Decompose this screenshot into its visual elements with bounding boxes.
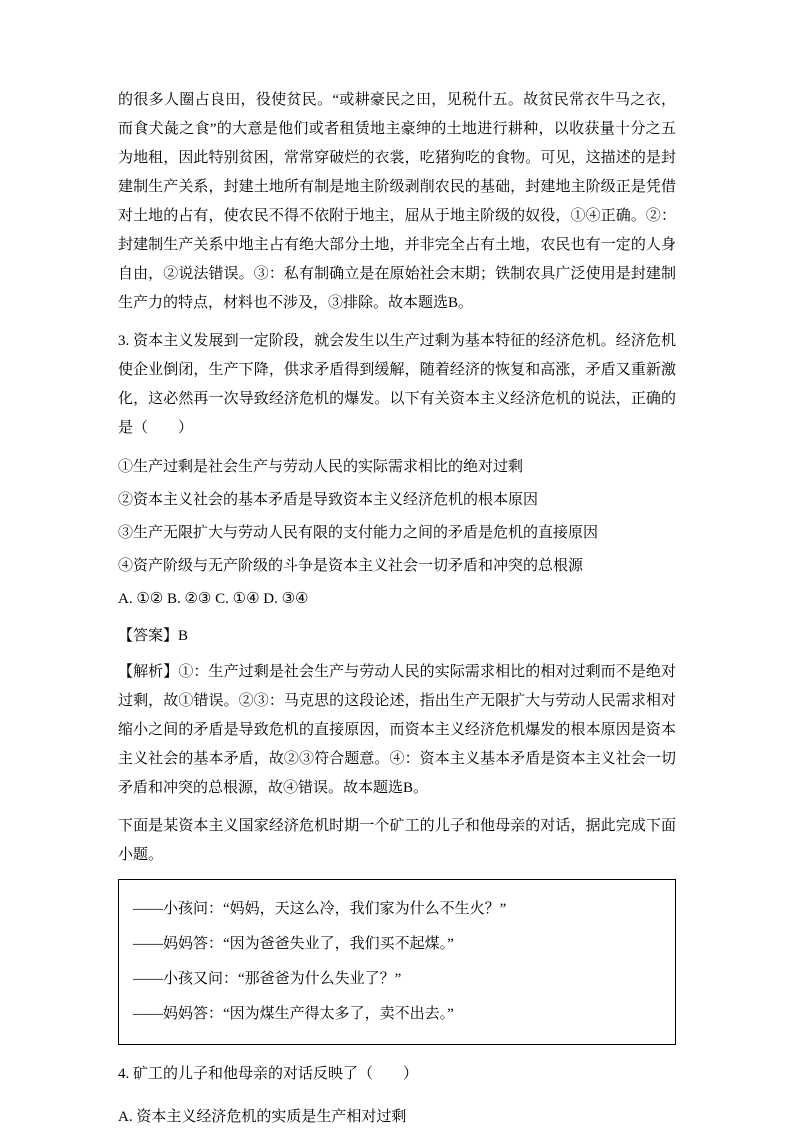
analysis-continued-paragraph: 的很多人圈占良田，役使贫民。“或耕豪民之田，见税什五。故贫民常衣牛马之衣，而食犬彘之食”的大意是他们或者租赁地主豪绅的土地进行耕种，以收获量十分之五为地租，因此特别贫困，常常穿破烂的衣裳，吃猪狗吃的食物。可见，这描述的是封建制生产关系，封建土地所有制是地主阶级剥削农民的基础，封建地主阶级正是凭借对土地的占有，使农民不得不依附于地主，屈从于地主阶级的奴役，①④正确。②：封建制生产关系中地主占有绝大部分土地，并非完全占有土地，农民也有一定的人身自由，②说法错误。③：私有制确立是在原始社会末期；铁制农具广泛使用是封建制生产力的特点，材料也不涉及，③排除。故本题选B。 <box>118 92 676 311</box>
question-3-answer: 【答案】B <box>118 628 189 644</box>
question-3-option-1: ①生产过剩是社会生产与劳动人民的实际需求相比的绝对过剩 <box>118 459 524 475</box>
question-4-option-a: A. 资本主义经济危机的实质是生产相对过剩 <box>118 1109 407 1125</box>
question-3-option-4: ④资产阶级与无产阶级的斗争是资本主义社会一切矛盾和冲突的总根源 <box>118 558 584 574</box>
dialog-line-4: ——妈妈答：“因为煤生产得太多了，卖不出去。” <box>133 1006 454 1022</box>
dialog-line-3: ——小孩又问：“那爸爸为什么失业了？” <box>133 971 402 987</box>
dialog-line-1: ——小孩问：“妈妈，天这么冷，我们家为什么不生火？” <box>133 901 507 917</box>
dialog-line-2: ——妈妈答：“因为爸爸失业了，我们买不起煤。” <box>133 936 454 952</box>
question-3-option-2: ②资本主义社会的基本矛盾是导致资本主义经济危机的根本原因 <box>118 492 539 508</box>
dialog-intro: 下面是某资本主义国家经济危机时期一个矿工的儿子和他母亲的对话，据此完成下面小题。 <box>118 818 676 863</box>
question-3-analysis: 【解析】①：生产过剩是社会生产与劳动人民的实际需求相比的相对过剩而不是绝对过剩，故①错误。②③：马克思的这段论述，指出生产无限扩大与劳动人民需求相对缩小之间的矛盾是导致危机的直接原因，而资本主义经济危机爆发的根本原因是资本主义社会的基本矛盾，故②③符合题意。④：资本主义基本矛盾是资本主义社会一切矛盾和冲突的总根源，故④错误。故本题选B。 <box>118 664 676 796</box>
question-3-option-3: ③生产无限扩大与劳动人民有限的支付能力之间的矛盾是危机的直接原因 <box>118 525 599 541</box>
dialog-box <box>118 879 676 1045</box>
question-3-stem: 3. 资本主义发展到一定阶段，就会发生以生产过剩为基本特征的经济危机。经济危机使企业倒闭，生产下降，供求矛盾得到缓解，随着经济的恢复和高涨，矛盾又重新激化，这必然再一次导致经济危机的爆发。以下有关资本主义经济危机的说法，正确的是（ ） <box>118 333 676 436</box>
question-3-choices: A. ①② B. ②③ C. ①④ D. ③④ <box>118 591 309 607</box>
question-4-stem: 4. 矿工的儿子和他母亲的对话反映了（ ） <box>118 1066 419 1082</box>
